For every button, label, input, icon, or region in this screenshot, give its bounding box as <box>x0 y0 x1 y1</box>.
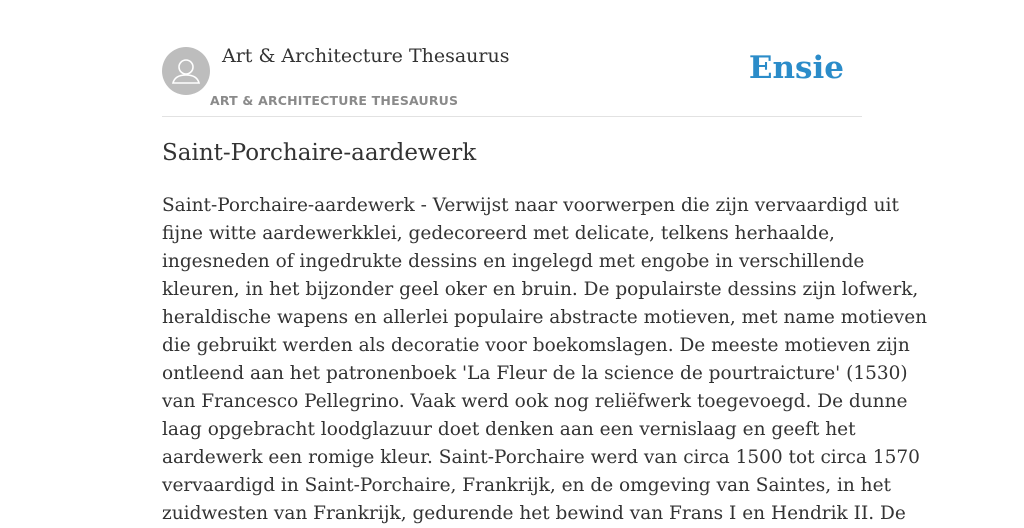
body-line: Saint-Porchaire-aardewerk - Verwijst naar voorwerpen die zijn vervaardigd uit <box>162 195 899 216</box>
body-line: kleuren, in het bijzonder geel oker en bruin. De populairste dessins zijn lofwerk, <box>162 279 919 300</box>
article-title: Saint-Porchaire-aardewerk <box>162 140 477 166</box>
header <box>162 0 862 117</box>
body-line: laag opgebracht loodglazuur doet denken aan een vernislaag en geeft het <box>162 419 856 440</box>
body-line: zuidwesten van Frankrijk, gedurende het bewind van Frans I en Hendrik II. De <box>162 503 906 524</box>
user-silhouette-icon <box>162 47 210 95</box>
body-line: aardewerk een romige kleur. Saint-Porchaire werd van circa 1500 tot circa 1570 <box>162 447 920 468</box>
author-name[interactable]: Art & Architecture Thesaurus <box>222 45 510 67</box>
body-line: heraldische wapens en allerlei populaire abstracte motieven, met name motieven <box>162 307 928 328</box>
ensie-logo[interactable]: Ensie <box>748 50 844 86</box>
user-avatar-icon[interactable] <box>162 47 210 95</box>
body-line: ontleend aan het patronenboek 'La Fleur de la science de pourtraicture' (1530) <box>162 363 908 384</box>
body-line: fijne witte aardewerkklei, gedecoreerd met delicate, telkens herhaalde, <box>162 223 835 244</box>
author-subtitle[interactable]: ART & ARCHITECTURE THESAURUS <box>210 93 459 108</box>
body-line: van Francesco Pellegrino. Vaak werd ook nog reliëfwerk toegevoegd. De dunne <box>162 391 908 412</box>
body-line: vervaardigd in Saint-Porchaire, Frankrijk, en de omgeving van Saintes, in het <box>162 475 891 496</box>
body-line: die gebruikt werden als decoratie voor boekomslagen. De meeste motieven zijn <box>162 335 910 356</box>
article-body <box>162 192 928 528</box>
body-line: ingesneden of ingedrukte dessins en ingelegd met engobe in verschillende <box>162 251 865 272</box>
